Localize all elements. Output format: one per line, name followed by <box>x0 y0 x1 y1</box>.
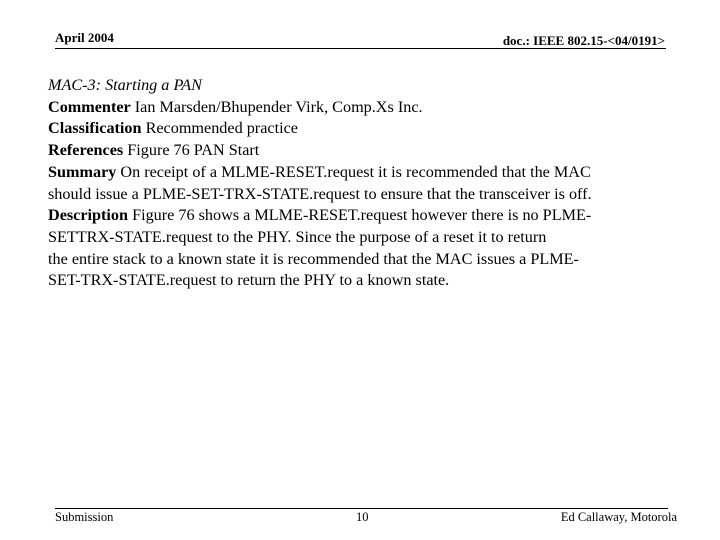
header-divider <box>55 48 666 49</box>
page-number: 10 <box>356 510 369 524</box>
references-line <box>48 140 688 162</box>
commenter-label: Commenter <box>48 97 131 116</box>
classification-value: Recommended practice <box>141 119 298 138</box>
summary-label: Summary <box>48 162 117 181</box>
summary-text-1: On receipt of a MLME-RESET.request it is recommended that the MAC <box>116 162 591 181</box>
description-line-2: SETTRX-STATE.request to the PHY. Since the purpose of a reset it to return <box>48 227 547 246</box>
description-text-1: Figure 76 shows a MLME-RESET.request however there is no PLME- <box>128 206 592 225</box>
commenter-line <box>48 97 688 119</box>
classification-line <box>48 118 688 140</box>
summary-line-1 <box>48 162 688 184</box>
description-label: Description <box>48 206 129 225</box>
comment-body <box>48 75 688 292</box>
footer-author: Ed Callaway, Motorola <box>560 510 677 524</box>
header-doc-id: doc.: IEEE 802.15-<04/0191> <box>502 33 665 48</box>
footer-submission: Submission <box>55 510 114 524</box>
commenter-value: Ian Marsden/Bhupender Virk, Comp.Xs Inc. <box>130 97 423 116</box>
footer-divider <box>55 508 668 509</box>
header-date: April 2004 <box>55 30 114 45</box>
references-value: Figure 76 PAN Start <box>123 141 260 160</box>
description-line-3: the entire stack to a known state it is recommended that the MAC issues a PLME- <box>48 249 579 268</box>
description-line-4: SET-TRX-STATE.request to return the PHY to a known state. <box>48 271 450 290</box>
comment-title: MAC-3: Starting a PAN <box>48 76 202 94</box>
description-line-1 <box>48 205 688 227</box>
references-label: References <box>48 141 124 160</box>
classification-label: Classification <box>48 119 142 138</box>
summary-line-2: should issue a PLME-SET-TRX-STATE.request to ensure that the transceiver is off. <box>48 184 592 203</box>
